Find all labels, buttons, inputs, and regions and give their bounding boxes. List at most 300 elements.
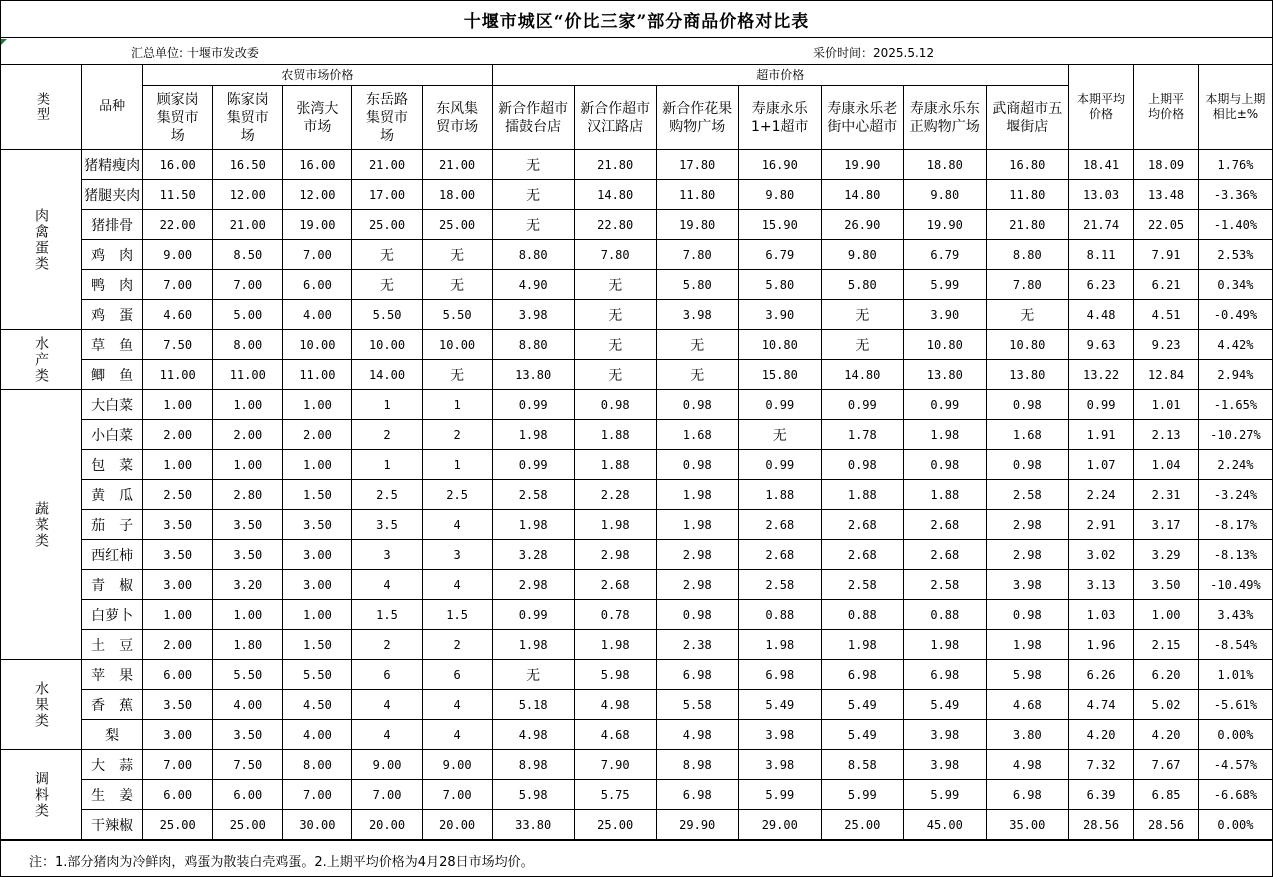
price-cell: 0.98 [574, 390, 656, 420]
change-cell: 2.53% [1198, 240, 1272, 270]
price-cell: 1.98 [903, 420, 986, 450]
price-cell: 无 [574, 360, 656, 390]
avg-current-cell: 6.39 [1068, 780, 1133, 810]
price-cell: 6.98 [656, 780, 738, 810]
price-cell: 25.00 [352, 210, 422, 240]
price-cell: 2.68 [903, 510, 986, 540]
table-row [1, 690, 1273, 720]
price-cell: 无 [821, 330, 903, 360]
table-row [1, 420, 1273, 450]
supermarket-header: 新合作超市汉江路店 [574, 86, 656, 150]
product-name-cell: 苹 果 [82, 660, 143, 690]
price-cell: 无 [492, 150, 574, 180]
price-cell: 2.68 [821, 510, 903, 540]
change-cell: -5.61% [1198, 690, 1272, 720]
price-cell: 11.50 [143, 180, 213, 210]
price-cell: 11.00 [143, 360, 213, 390]
price-cell: 5.80 [821, 270, 903, 300]
price-cell: 22.80 [574, 210, 656, 240]
avg-current-cell: 18.41 [1068, 150, 1133, 180]
price-cell: 0.99 [492, 600, 574, 630]
price-cell: 15.90 [738, 210, 821, 240]
price-cell: 3.98 [738, 720, 821, 750]
price-cell: 4.98 [492, 720, 574, 750]
avg-prev-cell: 1.04 [1134, 450, 1199, 480]
price-cell: 3.50 [283, 510, 352, 540]
price-cell: 8.80 [492, 330, 574, 360]
price-cell: 12.00 [283, 180, 352, 210]
price-cell: 5.50 [422, 300, 492, 330]
price-cell: 25.00 [821, 810, 903, 840]
price-cell: 4 [422, 720, 492, 750]
price-cell: 16.00 [283, 150, 352, 180]
price-cell: 8.58 [821, 750, 903, 780]
price-cell: 1.98 [492, 630, 574, 660]
avg-prev-cell: 13.48 [1134, 180, 1199, 210]
change-cell: -6.68% [1198, 780, 1272, 810]
product-name-cell: 鸡 肉 [82, 240, 143, 270]
avg-current-cell: 4.48 [1068, 300, 1133, 330]
price-cell: 1.50 [283, 480, 352, 510]
product-name-cell: 土 豆 [82, 630, 143, 660]
price-cell: 无 [492, 180, 574, 210]
price-cell: 1.88 [821, 480, 903, 510]
change-cell: -1.65% [1198, 390, 1272, 420]
price-cell: 5.80 [738, 270, 821, 300]
price-cell: 4 [352, 690, 422, 720]
avg-prev-cell: 3.50 [1134, 570, 1199, 600]
price-cell: 6.98 [821, 660, 903, 690]
price-cell: 25.00 [143, 810, 213, 840]
price-cell: 无 [352, 240, 422, 270]
price-cell: 14.80 [821, 360, 903, 390]
product-name-cell: 青 椒 [82, 570, 143, 600]
avg-current-cell: 6.26 [1068, 660, 1133, 690]
avg-current-cell: 4.20 [1068, 720, 1133, 750]
change-cell: -4.57% [1198, 750, 1272, 780]
price-cell: 无 [492, 660, 574, 690]
price-cell: 7.00 [143, 750, 213, 780]
price-cell: 7.00 [283, 780, 352, 810]
price-cell: 7.80 [574, 240, 656, 270]
avg-current-cell: 9.63 [1068, 330, 1133, 360]
price-cell: 无 [656, 330, 738, 360]
footnote-text: 注：1.部分猪肉为冷鲜肉，鸡蛋为散装白壳鸡蛋。2.上期平均价格为4月28日市场均价。 [29, 855, 534, 870]
price-cell: 9.00 [422, 750, 492, 780]
price-cell: 9.80 [738, 180, 821, 210]
price-cell: 16.90 [738, 150, 821, 180]
price-cell: 4.98 [656, 720, 738, 750]
price-cell: 6.79 [903, 240, 986, 270]
table-row [1, 450, 1273, 480]
summary-unit: 汇总单位: 十堰市发改委 [131, 46, 259, 60]
price-cell: 1 [352, 390, 422, 420]
change-cell: -1.40% [1198, 210, 1272, 240]
price-cell: 6.00 [143, 780, 213, 810]
price-cell: 6.00 [213, 780, 283, 810]
price-cell: 12.00 [213, 180, 283, 210]
avg-current-cell: 3.13 [1068, 570, 1133, 600]
price-cell: 5.49 [821, 720, 903, 750]
table-row [1, 210, 1273, 240]
price-cell: 4.50 [283, 690, 352, 720]
price-cell: 3 [422, 540, 492, 570]
price-cell: 5.49 [738, 690, 821, 720]
product-name-cell: 梨 [82, 720, 143, 750]
price-cell: 19.90 [821, 150, 903, 180]
price-cell: 1.98 [574, 510, 656, 540]
table-row [1, 720, 1273, 750]
price-cell: 4.98 [574, 690, 656, 720]
price-cell: 3.98 [903, 750, 986, 780]
price-cell: 2.28 [574, 480, 656, 510]
price-cell: 11.00 [213, 360, 283, 390]
price-cell: 5.18 [492, 690, 574, 720]
price-cell: 4.98 [986, 750, 1068, 780]
price-cell: 11.00 [283, 360, 352, 390]
price-cell: 10.80 [986, 330, 1068, 360]
price-cell: 6.00 [283, 270, 352, 300]
price-cell: 0.99 [492, 390, 574, 420]
price-cell: 10.00 [422, 330, 492, 360]
price-cell: 3.98 [492, 300, 574, 330]
price-cell: 3.5 [352, 510, 422, 540]
avg-prev-cell: 2.31 [1134, 480, 1199, 510]
price-cell: 8.98 [492, 750, 574, 780]
supermarket-header: 武商超市五堰街店 [986, 86, 1068, 150]
product-name-cell: 鸡 蛋 [82, 300, 143, 330]
price-cell: 1.00 [283, 600, 352, 630]
product-name-cell: 大 蒜 [82, 750, 143, 780]
price-cell: 7.90 [574, 750, 656, 780]
price-cell: 4.00 [283, 720, 352, 750]
table-row [1, 570, 1273, 600]
product-name-cell: 西红柿 [82, 540, 143, 570]
table-row [1, 780, 1273, 810]
price-cell: 30.00 [283, 810, 352, 840]
price-cell: 5.98 [986, 660, 1068, 690]
supermarket-header: 寿康永乐东正购物广场 [903, 86, 986, 150]
price-cell: 13.80 [986, 360, 1068, 390]
price-cell: 1 [422, 450, 492, 480]
price-cell: 无 [986, 300, 1068, 330]
price-cell: 1.00 [213, 390, 283, 420]
price-cell: 11.80 [656, 180, 738, 210]
price-cell: 13.80 [903, 360, 986, 390]
price-cell: 3.50 [213, 720, 283, 750]
product-name-cell: 猪精瘦肉 [82, 150, 143, 180]
price-cell: 35.00 [986, 810, 1068, 840]
price-cell: 8.80 [492, 240, 574, 270]
table-row [1, 810, 1273, 840]
table-row [1, 390, 1273, 420]
change-cell: 0.00% [1198, 810, 1272, 840]
change-cell: 4.42% [1198, 330, 1272, 360]
farm-market-header: 东风集贸市场 [422, 86, 492, 150]
change-cell: 0.34% [1198, 270, 1272, 300]
table-row [1, 180, 1273, 210]
sheet-title: 十堰市城区“价比三家”部分商品价格对比表 [0, 0, 1273, 38]
price-cell: 5.98 [574, 660, 656, 690]
table-row [1, 270, 1273, 300]
price-cell: 6.98 [656, 660, 738, 690]
price-cell: 1.78 [821, 420, 903, 450]
price-cell: 5.75 [574, 780, 656, 810]
price-cell: 2.50 [143, 480, 213, 510]
table-row [1, 630, 1273, 660]
price-cell: 0.98 [986, 450, 1068, 480]
price-cell: 无 [656, 360, 738, 390]
price-cell: 1.88 [903, 480, 986, 510]
price-cell: 2.68 [738, 540, 821, 570]
price-cell: 9.00 [352, 750, 422, 780]
price-cell: 5.99 [821, 780, 903, 810]
price-cell: 19.90 [903, 210, 986, 240]
price-cell: 3.98 [738, 750, 821, 780]
price-cell: 29.90 [656, 810, 738, 840]
price-cell: 17.00 [352, 180, 422, 210]
price-cell: 18.00 [422, 180, 492, 210]
supermarket-header: 寿康永乐老街中心超市 [821, 86, 903, 150]
product-name-cell: 生 姜 [82, 780, 143, 810]
avg-prev-cell: 6.85 [1134, 780, 1199, 810]
product-name-cell: 大白菜 [82, 390, 143, 420]
price-cell: 2.58 [821, 570, 903, 600]
supermarket-header: 新合作超市擂鼓台店 [492, 86, 574, 150]
price-cell: 5.49 [821, 690, 903, 720]
price-cell: 4 [352, 570, 422, 600]
change-cell: 1.76% [1198, 150, 1272, 180]
price-cell: 3.00 [283, 540, 352, 570]
price-cell: 5.49 [903, 690, 986, 720]
avg-prev-cell: 2.15 [1134, 630, 1199, 660]
avg-prev-cell: 6.20 [1134, 660, 1199, 690]
price-cell: 3.90 [903, 300, 986, 330]
product-name-cell: 干辣椒 [82, 810, 143, 840]
price-cell: 0.88 [903, 600, 986, 630]
table-row [1, 240, 1273, 270]
table-row [1, 510, 1273, 540]
avg-current-cell: 21.74 [1068, 210, 1133, 240]
price-cell: 5.58 [656, 690, 738, 720]
price-cell: 9.00 [143, 240, 213, 270]
price-cell: 7.00 [213, 270, 283, 300]
price-cell: 6 [422, 660, 492, 690]
price-cell: 0.88 [821, 600, 903, 630]
price-cell: 0.99 [738, 450, 821, 480]
avg-current-header: 本期平均价格 [1068, 65, 1133, 150]
price-cell: 4.60 [143, 300, 213, 330]
price-cell: 0.99 [492, 450, 574, 480]
price-cell: 8.80 [986, 240, 1068, 270]
avg-prev-cell: 2.13 [1134, 420, 1199, 450]
price-cell: 8.98 [656, 750, 738, 780]
avg-prev-cell: 7.67 [1134, 750, 1199, 780]
price-cell: 1 [422, 390, 492, 420]
avg-current-cell: 1.03 [1068, 600, 1133, 630]
price-cell: 0.98 [986, 600, 1068, 630]
avg-prev-cell: 9.23 [1134, 330, 1199, 360]
avg-current-cell: 2.24 [1068, 480, 1133, 510]
super-group-header: 超市价格 [492, 65, 1068, 86]
price-cell: 3.00 [143, 720, 213, 750]
product-name-cell: 猪腿夹肉 [82, 180, 143, 210]
price-cell: 7.80 [656, 240, 738, 270]
price-cell: 2 [352, 420, 422, 450]
category-cell: 蔬菜类 [1, 390, 82, 660]
price-cell: 3.20 [213, 570, 283, 600]
price-cell: 1.98 [656, 480, 738, 510]
supermarket-header: 寿康永乐1+1超市 [738, 86, 821, 150]
farm-market-header: 顾家岗集贸市场 [143, 86, 213, 150]
price-cell: 26.90 [821, 210, 903, 240]
price-cell: 2.5 [352, 480, 422, 510]
avg-prev-header: 上期平均价格 [1134, 65, 1199, 150]
avg-prev-cell: 4.51 [1134, 300, 1199, 330]
price-cell: 5.99 [903, 780, 986, 810]
price-cell: 3.98 [986, 570, 1068, 600]
price-cell: 21.80 [986, 210, 1068, 240]
table-row [1, 360, 1273, 390]
change-cell: -3.36% [1198, 180, 1272, 210]
avg-current-cell: 0.99 [1068, 390, 1133, 420]
price-cell: 19.00 [283, 210, 352, 240]
price-cell: 3.28 [492, 540, 574, 570]
price-cell: 无 [422, 270, 492, 300]
avg-current-cell: 2.91 [1068, 510, 1133, 540]
price-cell: 7.50 [143, 330, 213, 360]
farm-market-header: 东岳路集贸市场 [352, 86, 422, 150]
price-cell: 4 [352, 720, 422, 750]
price-cell: 无 [574, 270, 656, 300]
price-cell: 2.80 [213, 480, 283, 510]
price-cell: 8.00 [213, 330, 283, 360]
price-cell: 1.88 [574, 450, 656, 480]
change-cell: 0.00% [1198, 720, 1272, 750]
product-name-cell: 鸭 肉 [82, 270, 143, 300]
price-cell: 19.80 [656, 210, 738, 240]
price-cell: 无 [422, 360, 492, 390]
price-cell: 1.98 [656, 510, 738, 540]
change-cell: 1.01% [1198, 660, 1272, 690]
price-cell: 25.00 [574, 810, 656, 840]
price-cell: 10.00 [352, 330, 422, 360]
price-cell: 9.80 [903, 180, 986, 210]
price-cell: 0.98 [903, 450, 986, 480]
price-cell: 7.00 [283, 240, 352, 270]
price-cell: 1.5 [422, 600, 492, 630]
change-cell: -10.27% [1198, 420, 1272, 450]
price-cell: 25.00 [213, 810, 283, 840]
avg-prev-cell: 28.56 [1134, 810, 1199, 840]
price-cell: 无 [821, 300, 903, 330]
farm-market-header: 张湾大市场 [283, 86, 352, 150]
price-cell: 25.00 [422, 210, 492, 240]
price-cell: 6.98 [738, 660, 821, 690]
price-cell: 3.00 [143, 570, 213, 600]
type-header: 类型 [1, 65, 82, 150]
table-row [1, 750, 1273, 780]
price-cell: 2.58 [986, 480, 1068, 510]
price-cell: 1.88 [574, 420, 656, 450]
price-cell: 0.99 [903, 390, 986, 420]
product-name-cell: 茄 子 [82, 510, 143, 540]
price-cell: 2.00 [143, 630, 213, 660]
price-cell: 2.00 [143, 420, 213, 450]
price-cell: 0.78 [574, 600, 656, 630]
price-cell: 4.68 [574, 720, 656, 750]
price-cell: 9.80 [821, 240, 903, 270]
price-cell: 45.00 [903, 810, 986, 840]
info-row [0, 38, 1273, 64]
price-cell: 16.80 [986, 150, 1068, 180]
price-cell: 0.98 [656, 600, 738, 630]
price-cell: 2.98 [492, 570, 574, 600]
price-cell: 14.80 [821, 180, 903, 210]
avg-prev-cell: 5.02 [1134, 690, 1199, 720]
product-name-cell: 鲫 鱼 [82, 360, 143, 390]
price-cell: 29.00 [738, 810, 821, 840]
product-name-cell: 猪排骨 [82, 210, 143, 240]
price-cell: 20.00 [352, 810, 422, 840]
change-cell: 3.43% [1198, 600, 1272, 630]
price-cell: 7.00 [143, 270, 213, 300]
price-cell: 2.58 [738, 570, 821, 600]
change-cell: -8.54% [1198, 630, 1272, 660]
price-cell: 7.80 [986, 270, 1068, 300]
price-cell: 21.00 [213, 210, 283, 240]
avg-prev-cell: 22.05 [1134, 210, 1199, 240]
price-cell: 5.99 [903, 270, 986, 300]
price-cell: 1.00 [143, 390, 213, 420]
product-name-cell: 小白菜 [82, 420, 143, 450]
price-cell: 0.99 [738, 390, 821, 420]
price-cell: 1.68 [656, 420, 738, 450]
product-name-cell: 包 菜 [82, 450, 143, 480]
price-cell: 8.00 [283, 750, 352, 780]
avg-current-cell: 13.03 [1068, 180, 1133, 210]
price-cell: 1.98 [986, 630, 1068, 660]
avg-current-cell: 1.07 [1068, 450, 1133, 480]
price-cell: 5.50 [352, 300, 422, 330]
product-name-cell: 香 蕉 [82, 690, 143, 720]
price-cell: 2.38 [656, 630, 738, 660]
price-cell: 6 [352, 660, 422, 690]
farm-market-header: 陈家岗集贸市场 [213, 86, 283, 150]
price-cell: 7.50 [213, 750, 283, 780]
avg-prev-cell: 3.17 [1134, 510, 1199, 540]
price-cell: 3.50 [143, 510, 213, 540]
price-cell: 3.50 [143, 690, 213, 720]
category-cell: 调料类 [1, 750, 82, 840]
price-cell: 4.90 [492, 270, 574, 300]
price-cell: 2 [422, 630, 492, 660]
product-name-cell: 草 鱼 [82, 330, 143, 360]
price-cell: 1.98 [738, 630, 821, 660]
change-cell: 2.94% [1198, 360, 1272, 390]
price-cell: 1.98 [903, 630, 986, 660]
price-cell: 1.00 [213, 450, 283, 480]
table-row [1, 540, 1273, 570]
price-cell: 1.00 [213, 600, 283, 630]
change-cell: 2.24% [1198, 450, 1272, 480]
price-cell: 1.00 [143, 600, 213, 630]
price-cell: 14.80 [574, 180, 656, 210]
price-cell: 1.50 [283, 630, 352, 660]
price-cell: 22.00 [143, 210, 213, 240]
price-cell: 3.50 [143, 540, 213, 570]
price-cell: 2.98 [574, 540, 656, 570]
